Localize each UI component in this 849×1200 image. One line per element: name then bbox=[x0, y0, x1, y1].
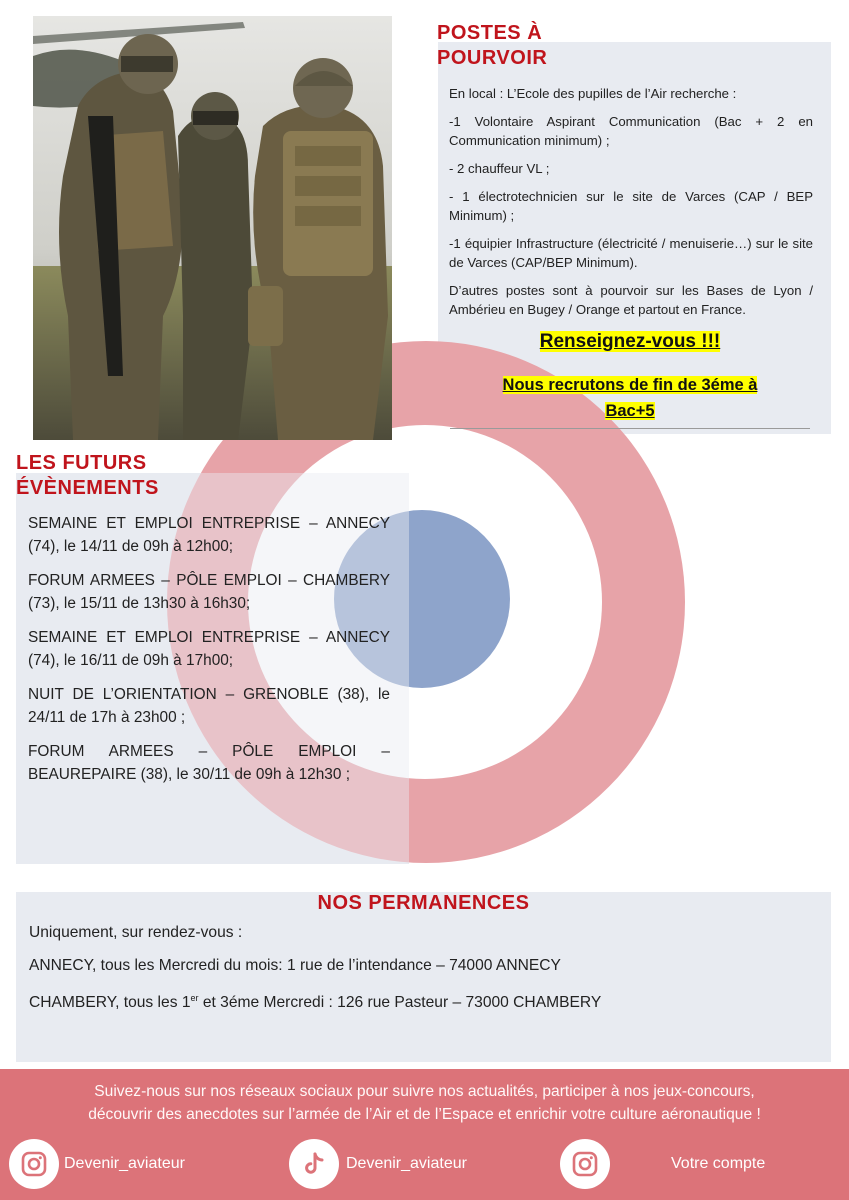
postes-content bbox=[449, 84, 813, 328]
permanence-annecy: ANNECY, tous les Mercredi du mois: 1 rue de l’intendance – 74000 ANNECY bbox=[29, 957, 561, 974]
events-list bbox=[28, 512, 390, 797]
permanences-title: NOS PERMANENCES bbox=[317, 892, 530, 914]
chambery-pre: CHAMBERY, tous les 1 bbox=[29, 994, 191, 1012]
postes-title-line1: POSTES À bbox=[437, 22, 543, 44]
recrutons-line1: Nous recrutons de fin de 3éme à bbox=[502, 376, 758, 394]
postes-item: - 1 électrotechnicien sur le site de Varces (CAP / BEP Minimum) ; bbox=[449, 189, 813, 223]
soldiers-photo bbox=[33, 16, 392, 440]
permanences-content bbox=[29, 922, 819, 1025]
postes-divider bbox=[450, 428, 810, 429]
instagram-icon[interactable] bbox=[560, 1139, 610, 1189]
event-item: FORUM ARMEES – PÔLE EMPLOI – BEAUREPAIRE (38), le 30/11 de 09h à 12h30 ; bbox=[28, 743, 390, 783]
postes-title bbox=[437, 21, 547, 71]
postes-title-line2: POURVOIR bbox=[437, 47, 548, 69]
event-item: SEMAINE ET EMPLOI ENTREPRISE – ANNECY (74), le 14/11 de 09h à 12h00; bbox=[28, 515, 390, 555]
footer-line1: Suivez-nous sur nos réseaux sociaux pour suivre nos actualités, participer à nos jeux-concours, bbox=[94, 1083, 755, 1100]
postes-intro: En local : L’Ecole des pupilles de l’Air recherche : bbox=[449, 86, 737, 101]
renseignez-text: Renseignez-vous !!! bbox=[539, 331, 721, 352]
chambery-post: et 3éme Mercredi : 126 rue Pasteur – 73000 CHAMBERY bbox=[198, 994, 602, 1012]
chambery-sup: er bbox=[190, 993, 199, 1003]
recrutons-banner bbox=[440, 372, 820, 424]
event-item: NUIT DE L’ORIENTATION – GRENOBLE (38), le 24/11 de 17h à 23h00 ; bbox=[28, 686, 390, 726]
footer-text bbox=[0, 1080, 849, 1126]
permanence-chambery bbox=[29, 988, 819, 1013]
footer-line2: découvrir des anecdotes sur l’armée de l’Air et de l’Espace et enrichir votre culture aéronautique ! bbox=[88, 1106, 761, 1123]
events-title bbox=[16, 451, 159, 501]
permanences-intro: Uniquement, sur rendez-vous : bbox=[29, 924, 243, 941]
instagram-icon[interactable] bbox=[9, 1139, 59, 1189]
footer bbox=[0, 1069, 849, 1200]
social-label[interactable]: Devenir_aviateur bbox=[346, 1155, 467, 1172]
postes-item: -1 équipier Infrastructure (électricité / menuiserie…) sur le site de Varces (CAP/BEP Minimum). bbox=[449, 236, 813, 270]
recrutons-line2: Bac+5 bbox=[605, 402, 655, 420]
tiktok-icon[interactable] bbox=[289, 1139, 339, 1189]
postes-item: -1 Volontaire Aspirant Communication (Bac + 2 en Communication minimum) ; bbox=[449, 114, 813, 148]
renseignez-banner bbox=[440, 329, 820, 355]
postes-item: D’autres postes sont à pourvoir sur les Bases de Lyon / Ambérieu en Bugey / Orange et partout en France. bbox=[449, 283, 813, 317]
social-label[interactable]: Devenir_aviateur bbox=[64, 1155, 185, 1172]
postes-item: - 2 chauffeur VL ; bbox=[449, 161, 550, 176]
social-label[interactable]: Votre compte bbox=[671, 1155, 766, 1172]
events-title-line2: ÉVÈNEMENTS bbox=[16, 477, 159, 499]
event-item: FORUM ARMEES – PÔLE EMPLOI – CHAMBERY (73), le 15/11 de 13h30 à 16h30; bbox=[28, 572, 390, 612]
events-title-line1: LES FUTURS bbox=[16, 452, 147, 474]
event-item: SEMAINE ET EMPLOI ENTREPRISE – ANNECY (74), le 16/11 de 09h à 17h00; bbox=[28, 629, 390, 669]
